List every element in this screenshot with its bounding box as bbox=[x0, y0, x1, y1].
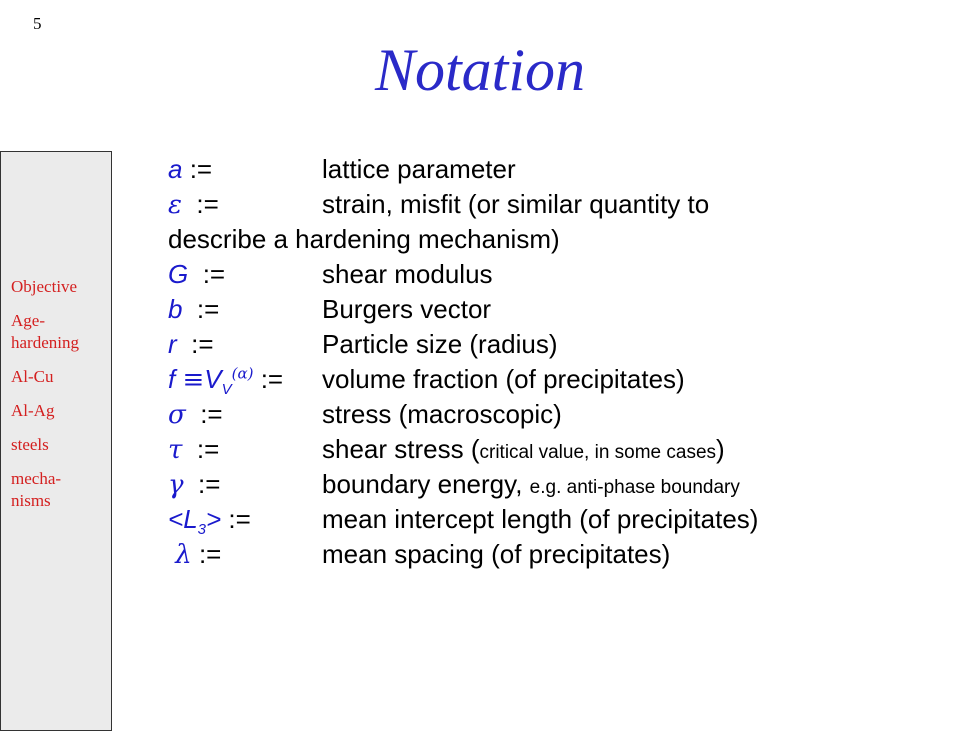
sidebar-item-label: Age- bbox=[11, 311, 45, 330]
term-definition: Particle size (radius) bbox=[322, 329, 558, 359]
sidebar-item-label: mecha- bbox=[11, 469, 62, 488]
term-definition: mean intercept length (of precipitates) bbox=[322, 504, 759, 534]
sidebar-item-age-hardening[interactable] bbox=[11, 310, 111, 354]
sidebar-item-steels[interactable] bbox=[11, 434, 111, 456]
sidebar-item-label: hardening bbox=[11, 333, 79, 352]
term-definition: shear modulus bbox=[322, 259, 493, 289]
term-definition: stress (macroscopic) bbox=[322, 399, 562, 429]
term-symbol: r := bbox=[168, 329, 214, 359]
term-symbol: $<L_3>$ := bbox=[168, 504, 251, 539]
term-definition: shear stress (critical value, in some cases) bbox=[322, 434, 725, 464]
term-definition: strain, misfit (or similar quantity to bbox=[322, 189, 710, 219]
sidebar-item-label: steels bbox=[11, 435, 49, 454]
term-definition: boundary energy, e.g. anti-phase boundary bbox=[322, 469, 740, 499]
sidebar-item-mechanisms[interactable] bbox=[11, 468, 111, 512]
term-symbol: σ := bbox=[168, 399, 223, 430]
slide-number: 5 bbox=[33, 14, 42, 33]
term-definition: volume fraction (of precipitates) bbox=[322, 364, 685, 394]
term-symbol: b := bbox=[168, 294, 220, 324]
sidebar-item-objective[interactable] bbox=[11, 276, 111, 298]
sidebar-item-al-cu[interactable] bbox=[11, 366, 111, 388]
sidebar-item-label: nisms bbox=[11, 491, 51, 510]
term-symbol: $f \equiv V_V^{(\alpha)}$ := bbox=[168, 364, 284, 399]
term-definition: Burgers vector bbox=[322, 294, 492, 324]
sidebar-nav bbox=[0, 151, 112, 731]
term-symbol: λ := bbox=[175, 539, 222, 570]
term-definition: lattice parameter bbox=[322, 154, 516, 184]
sidebar-item-label: Al-Cu bbox=[11, 367, 54, 386]
term-symbol: ε := bbox=[168, 189, 219, 220]
term-symbol: a := bbox=[168, 154, 213, 184]
page-title: Notation bbox=[374, 37, 586, 103]
sidebar-item-label: Objective bbox=[11, 277, 78, 296]
sidebar-item-label: Al-Ag bbox=[11, 401, 55, 420]
term-definition: mean spacing (of precipitates) bbox=[322, 539, 671, 569]
term-symbol: γ := bbox=[168, 469, 221, 500]
term-symbol: G := bbox=[168, 259, 226, 289]
sidebar-item-al-ag[interactable] bbox=[11, 400, 111, 422]
term-symbol: τ := bbox=[168, 434, 220, 465]
term-definition-continuation: describe a hardening mechanism) bbox=[168, 224, 560, 254]
